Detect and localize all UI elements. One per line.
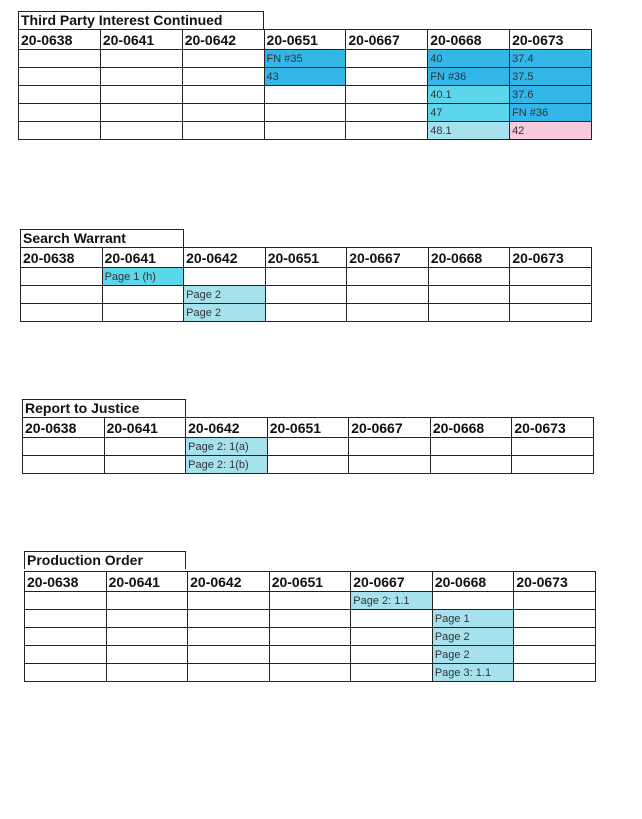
table-cell: Page 2: 1.1 (351, 592, 433, 610)
table-row (19, 68, 592, 86)
table-cell (265, 286, 347, 304)
table-cell (182, 86, 264, 104)
table-cell (430, 438, 512, 456)
table-cell (267, 438, 349, 456)
table-cell (21, 304, 103, 322)
table-cell (428, 268, 510, 286)
table-cell (182, 122, 264, 140)
column-header: 20-0673 (512, 418, 594, 438)
column-header: 20-0673 (510, 30, 592, 50)
table-cell (100, 86, 182, 104)
table-cell (514, 592, 596, 610)
table-cell: Page 2: 1(b) (186, 456, 268, 474)
table-cell (346, 86, 428, 104)
table-cell (346, 104, 428, 122)
column-header: 20-0667 (349, 418, 431, 438)
table-cell (23, 438, 105, 456)
table-cell (269, 664, 351, 682)
table-cell (430, 456, 512, 474)
table-row (19, 122, 592, 140)
table-row (25, 592, 596, 610)
table-cell (264, 104, 346, 122)
table-cell (512, 438, 594, 456)
section-title: Production Order (24, 551, 186, 569)
table-cell (264, 122, 346, 140)
table-cell (106, 646, 188, 664)
table-cell (100, 104, 182, 122)
table-cell (23, 456, 105, 474)
column-header: 20-0642 (182, 30, 264, 50)
table-cell: 40.1 (428, 86, 510, 104)
table-cell (25, 646, 107, 664)
column-header: 20-0668 (428, 30, 510, 50)
column-header: 20-0641 (104, 418, 186, 438)
table-cell (19, 122, 101, 140)
table-cell (347, 286, 429, 304)
table-cell (265, 304, 347, 322)
table-cell (19, 50, 101, 68)
column-header: 20-0638 (25, 572, 107, 592)
table-cell (19, 104, 101, 122)
column-header: 20-0642 (188, 572, 270, 592)
column-header: 20-0638 (21, 248, 103, 268)
table-row (19, 86, 592, 104)
table-cell (188, 646, 270, 664)
table-cell (25, 664, 107, 682)
table-cell (25, 610, 107, 628)
table-cell (100, 122, 182, 140)
section-report-to-justice (22, 399, 602, 481)
table-cell (182, 104, 264, 122)
column-header: 20-0673 (510, 248, 592, 268)
table-cell (351, 628, 433, 646)
table-cell (188, 664, 270, 682)
column-header: 20-0638 (19, 30, 101, 50)
column-header: 20-0667 (346, 30, 428, 50)
table-cell (104, 456, 186, 474)
table-cell (100, 68, 182, 86)
section-title: Third Party Interest Continued (18, 11, 264, 29)
data-table (24, 571, 596, 682)
table-header-row (19, 30, 592, 50)
table-cell (346, 68, 428, 86)
column-header: 20-0651 (264, 30, 346, 50)
table-cell (346, 122, 428, 140)
table-cell: 43 (264, 68, 346, 86)
table-row (25, 610, 596, 628)
table-cell (21, 286, 103, 304)
table-cell (269, 610, 351, 628)
column-header: 20-0642 (186, 418, 268, 438)
column-header: 20-0641 (106, 572, 188, 592)
table-cell (267, 456, 349, 474)
table-cell (349, 456, 431, 474)
table-cell (102, 286, 184, 304)
table-cell: Page 3: 1.1 (432, 664, 514, 682)
table-cell (428, 304, 510, 322)
column-header: 20-0638 (23, 418, 105, 438)
table-cell: 48.1 (428, 122, 510, 140)
table-cell: Page 2 (432, 646, 514, 664)
table-cell (346, 50, 428, 68)
table-row (25, 646, 596, 664)
table-row (23, 456, 594, 474)
table-cell (182, 50, 264, 68)
table-cell (514, 646, 596, 664)
table-row (23, 438, 594, 456)
section-title: Search Warrant (20, 229, 184, 247)
column-header: 20-0668 (430, 418, 512, 438)
table-cell (514, 664, 596, 682)
table-cell (510, 286, 592, 304)
table-header-row (25, 572, 596, 592)
table-cell (184, 268, 266, 286)
table-cell (188, 610, 270, 628)
table-cell (269, 628, 351, 646)
data-table (22, 417, 594, 474)
table-row (19, 50, 592, 68)
table-cell (188, 628, 270, 646)
table-cell: Page 2: 1(a) (186, 438, 268, 456)
table-cell: 37.6 (510, 86, 592, 104)
table-cell (351, 610, 433, 628)
table-cell (182, 68, 264, 86)
table-cell (106, 628, 188, 646)
table-cell: 40 (428, 50, 510, 68)
table-row (25, 628, 596, 646)
table-cell (351, 664, 433, 682)
table-cell (106, 664, 188, 682)
table-cell (514, 628, 596, 646)
column-header: 20-0641 (102, 248, 184, 268)
data-table (20, 247, 592, 322)
table-header-row (21, 248, 592, 268)
table-cell (351, 646, 433, 664)
column-header: 20-0673 (514, 572, 596, 592)
table-cell (510, 268, 592, 286)
column-header: 20-0668 (432, 572, 514, 592)
table-cell: Page 2 (184, 286, 266, 304)
table-row (25, 664, 596, 682)
table-cell (269, 646, 351, 664)
table-cell (106, 592, 188, 610)
table-cell: FN #36 (510, 104, 592, 122)
table-cell (102, 304, 184, 322)
table-cell (188, 592, 270, 610)
section-third-party-interest (18, 11, 598, 141)
table-cell (104, 438, 186, 456)
table-cell: 37.5 (510, 68, 592, 86)
table-cell (25, 628, 107, 646)
column-header: 20-0668 (428, 248, 510, 268)
table-cell (432, 592, 514, 610)
table-row (19, 104, 592, 122)
table-cell (21, 268, 103, 286)
data-table (18, 29, 592, 140)
table-cell (510, 304, 592, 322)
section-title: Report to Justice (22, 399, 186, 417)
table-cell (19, 68, 101, 86)
table-row (21, 304, 592, 322)
table-cell (349, 438, 431, 456)
table-cell (428, 286, 510, 304)
table-header-row (23, 418, 594, 438)
table-cell (269, 592, 351, 610)
table-cell: 47 (428, 104, 510, 122)
table-cell: Page 1 (432, 610, 514, 628)
table-cell (347, 304, 429, 322)
table-cell: FN #35 (264, 50, 346, 68)
table-cell (265, 268, 347, 286)
column-header: 20-0651 (269, 572, 351, 592)
column-header: 20-0651 (265, 248, 347, 268)
column-header: 20-0642 (184, 248, 266, 268)
table-cell (25, 592, 107, 610)
column-header: 20-0667 (347, 248, 429, 268)
table-cell (512, 456, 594, 474)
table-cell: Page 2 (432, 628, 514, 646)
column-header: 20-0641 (100, 30, 182, 50)
section-production-order (24, 551, 604, 691)
column-header: 20-0667 (351, 572, 433, 592)
column-header: 20-0651 (267, 418, 349, 438)
table-row (21, 286, 592, 304)
table-cell (264, 86, 346, 104)
table-cell: 37.4 (510, 50, 592, 68)
section-search-warrant (20, 229, 600, 329)
table-cell (106, 610, 188, 628)
table-row (21, 268, 592, 286)
table-cell (19, 86, 101, 104)
table-cell (347, 268, 429, 286)
table-cell: Page 2 (184, 304, 266, 322)
table-cell: 42 (510, 122, 592, 140)
table-cell (100, 50, 182, 68)
table-cell: FN #36 (428, 68, 510, 86)
table-cell: Page 1 (h) (102, 268, 184, 286)
table-cell (514, 610, 596, 628)
